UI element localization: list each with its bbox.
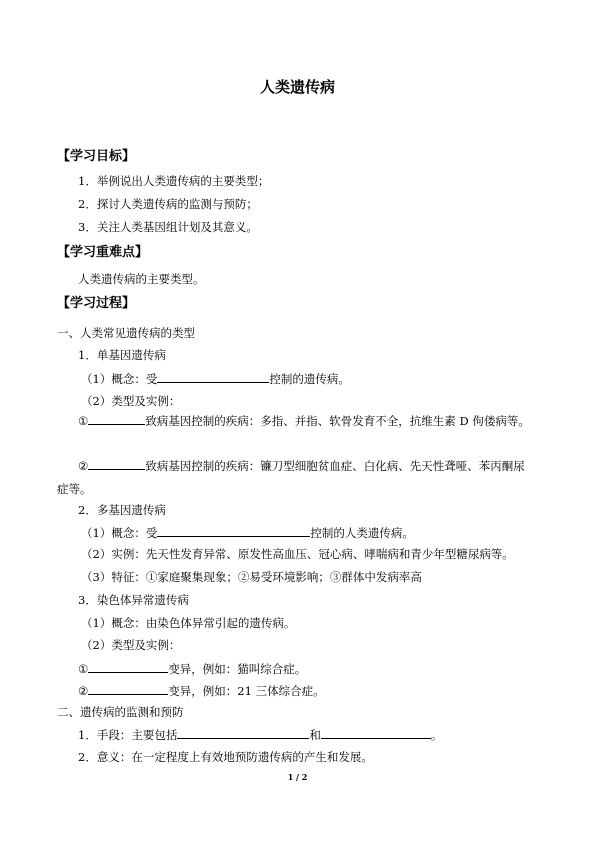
section-heading-goals: 【学习目标】 xyxy=(57,149,136,164)
fill-blank[interactable] xyxy=(321,726,431,739)
fill-blank[interactable] xyxy=(157,524,310,537)
chromo-b-pre: ② xyxy=(78,684,89,698)
key-text: 人类遗传病的主要类型。 xyxy=(78,272,205,286)
dominant-pre: ① xyxy=(78,414,89,428)
section-heading-process: 【学习过程】 xyxy=(57,296,136,311)
fill-blank[interactable] xyxy=(88,660,168,673)
multi-concept-post: 控制的人类遗传病。 xyxy=(310,526,414,540)
dominant-post: 致病基因控制的疾病：多指、并指、软骨发育不全，抗维生素 D 佝偻病等。 xyxy=(145,414,530,428)
goal-item: 1．举例说出人类遗传病的主要类型； xyxy=(78,174,270,188)
section-heading-key: 【学习重难点】 xyxy=(57,245,149,260)
multi-features: （3）特征：①家庭聚集现象；②易受环境影响；③群体中发病率高 xyxy=(81,570,422,584)
recessive-example-paragraph xyxy=(57,455,535,500)
multi-gene-heading: 2．多基因遗传病 xyxy=(78,503,166,517)
multi-concept-pre: （1）概念：受 xyxy=(81,526,158,540)
recessive-post: 致病基因控制的疾病：镰刀型细胞贫血症、白化病、先天性聋哑、苯丙酮尿症等。 xyxy=(57,459,525,496)
multi-concept-line xyxy=(81,524,414,541)
chromo-example-b xyxy=(78,682,325,699)
meaning-line: 2．意义：在一定程度上有效地预防遗传病的产生和发展。 xyxy=(78,750,373,764)
single-types-label: （2）类型及实例： xyxy=(81,394,181,408)
single-concept-post: 控制的遗传病。 xyxy=(269,372,350,386)
means-mid: 和 xyxy=(309,728,321,742)
chromo-a-pre: ① xyxy=(78,662,89,676)
single-gene-heading: 1．单基因遗传病 xyxy=(78,348,166,362)
page-title: 人类遗传病 xyxy=(259,78,335,96)
page-number: 1 / 2 xyxy=(287,772,308,782)
part2-heading: 二、遗传病的监测和预防 xyxy=(57,705,184,719)
fill-blank[interactable] xyxy=(157,370,269,383)
chromo-b-post: 变异，例如：21 三体综合症。 xyxy=(168,684,325,698)
single-concept-line xyxy=(81,370,350,387)
goal-item: 3．关注人类基因组计划及其意义。 xyxy=(78,220,258,234)
recessive-pre: ② xyxy=(78,459,89,473)
means-post: 。 xyxy=(430,728,443,742)
dominant-example-paragraph xyxy=(57,410,535,433)
multi-examples: （2）实例：先天性发育异常、原发性高血压、冠心病、哮喘病和青少年型糖尿病等。 xyxy=(81,547,514,561)
single-concept-pre: （1）概念：受 xyxy=(81,372,158,386)
chromo-types-label: （2）类型及实例： xyxy=(81,638,181,652)
chromo-heading: 3．染色体异常遗传病 xyxy=(78,593,189,607)
chromo-concept: （1）概念：由染色体异常引起的遗传病。 xyxy=(81,616,296,630)
part1-heading: 一、人类常见遗传病的类型 xyxy=(57,326,195,340)
fill-blank[interactable] xyxy=(177,726,309,739)
fill-blank[interactable] xyxy=(88,412,145,425)
chromo-example-a xyxy=(78,660,306,677)
fill-blank[interactable] xyxy=(88,457,145,470)
fill-blank[interactable] xyxy=(88,682,168,695)
chromo-a-post: 变异，例如：猫叫综合症。 xyxy=(168,662,307,676)
means-line xyxy=(78,726,442,743)
goal-item: 2．探讨人类遗传病的监测与预防； xyxy=(78,197,258,211)
means-pre: 1．手段：主要包括 xyxy=(78,728,178,742)
